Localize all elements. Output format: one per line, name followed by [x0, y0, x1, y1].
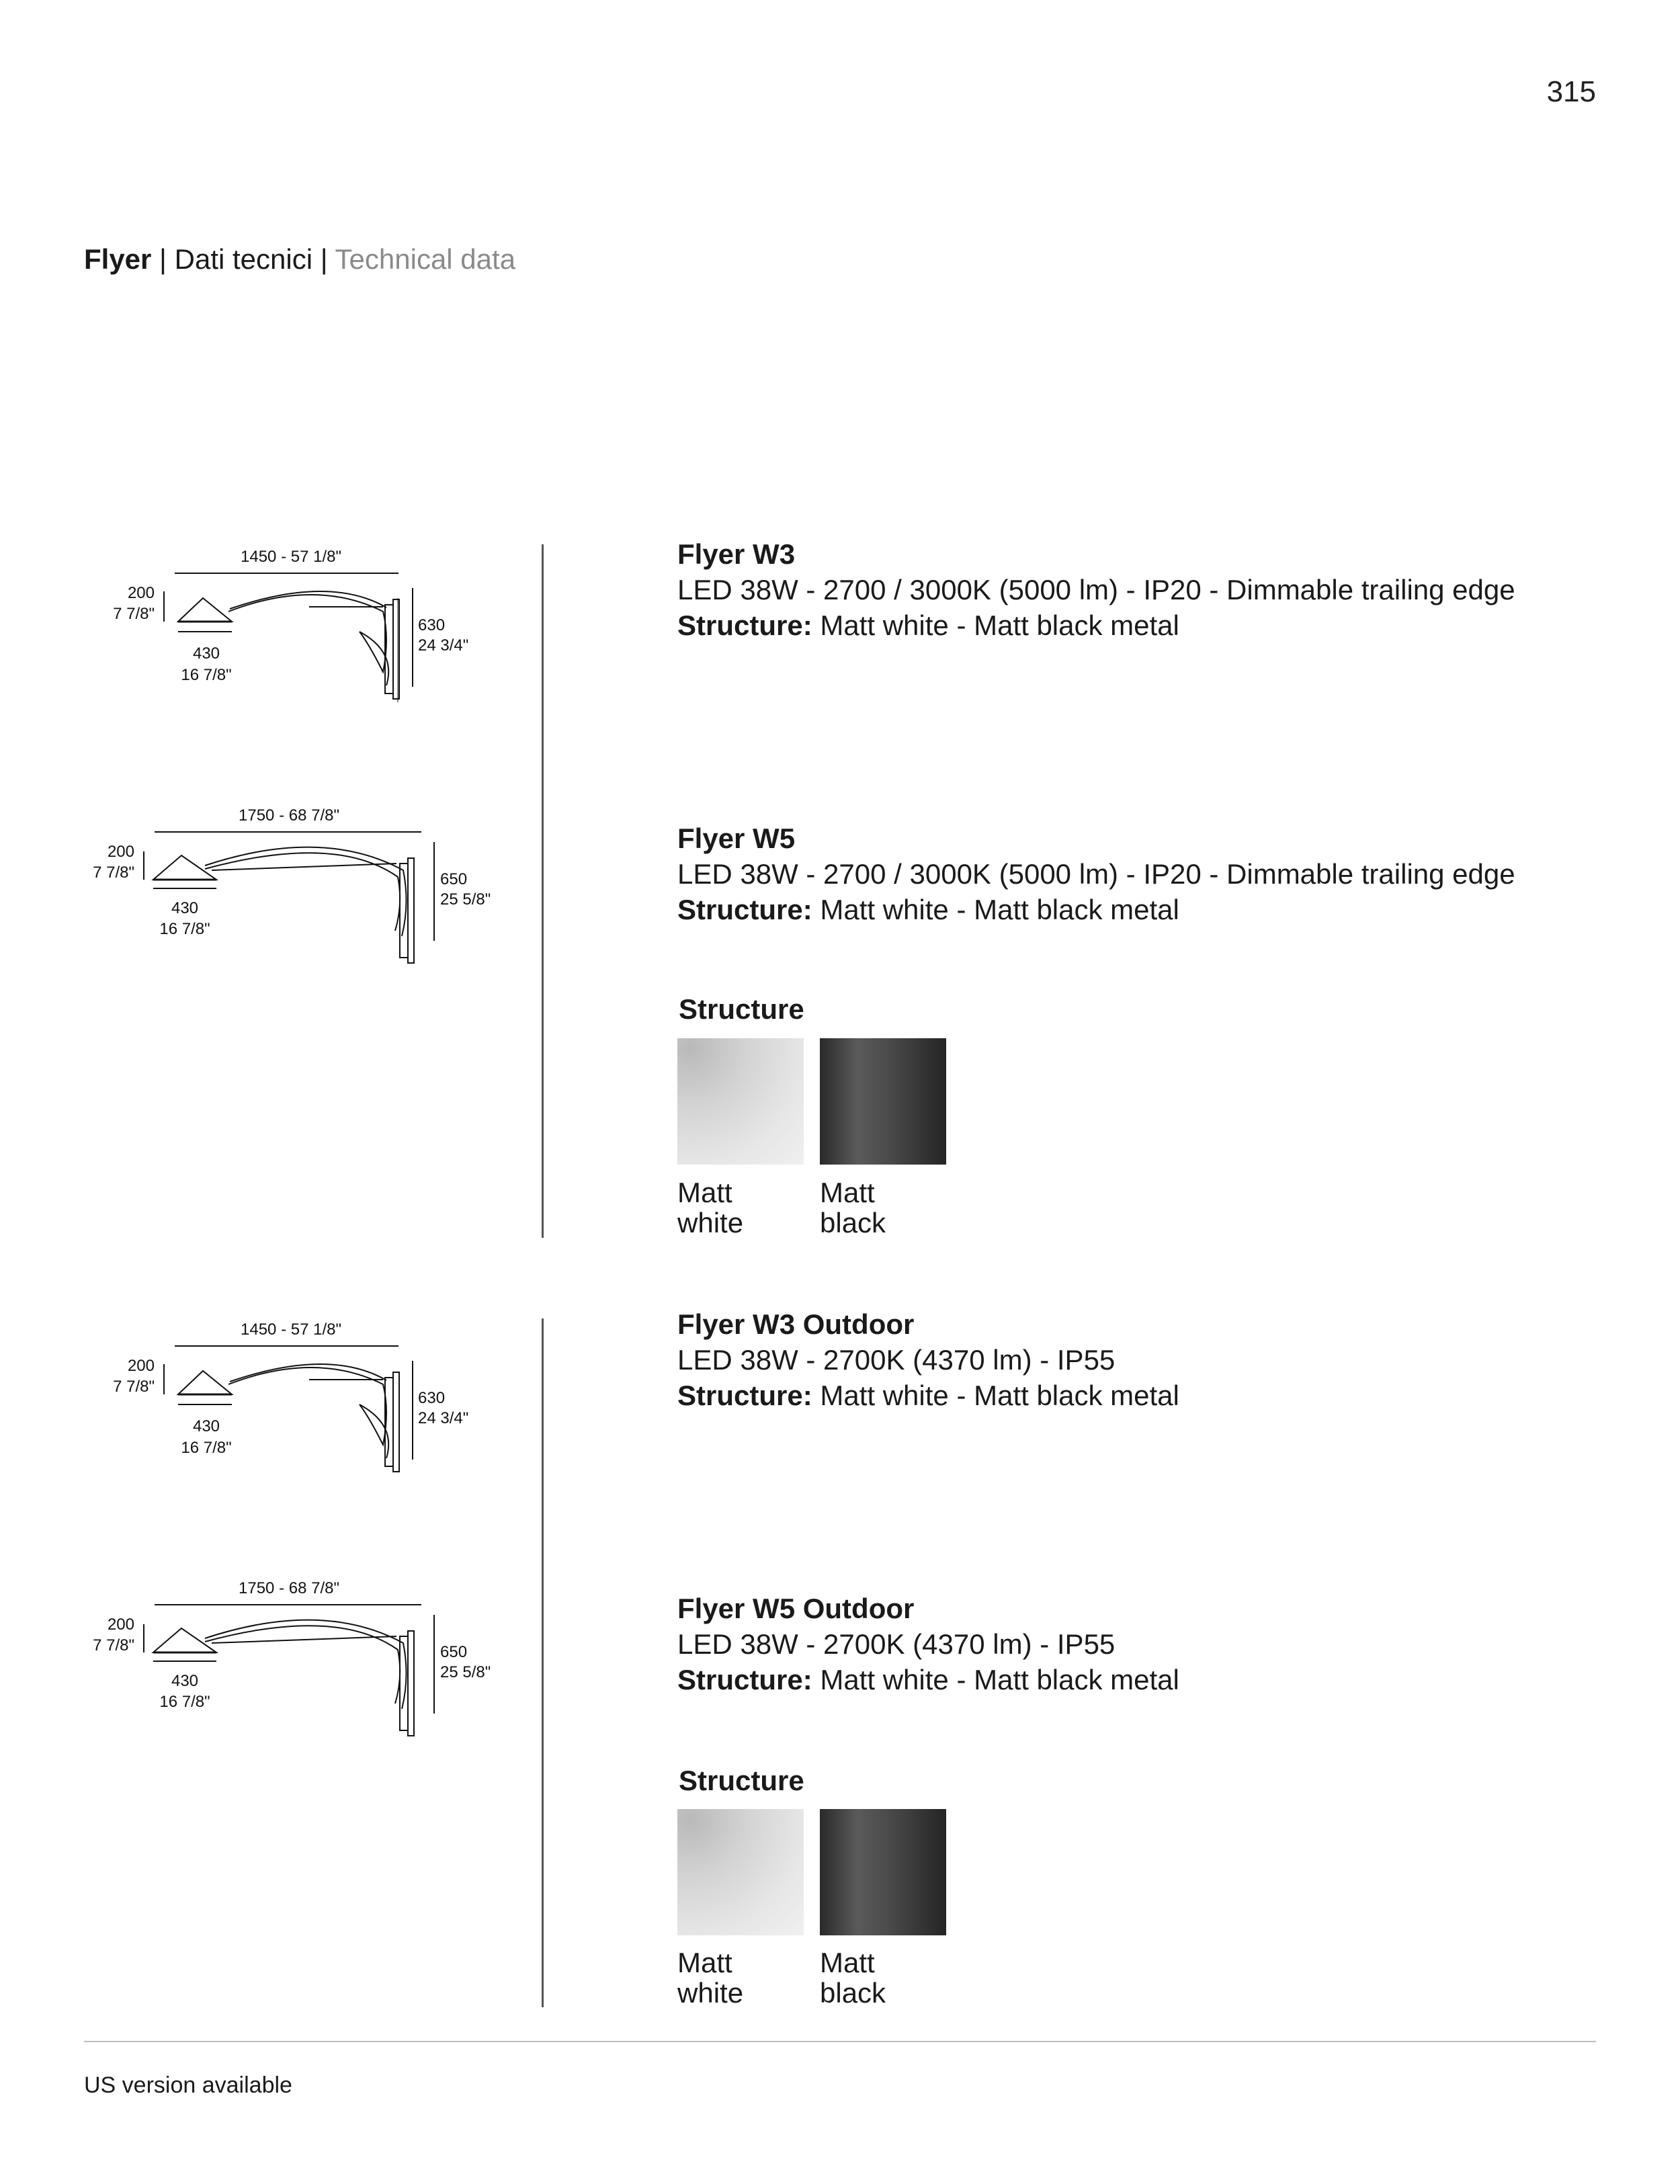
dim-drop-mm: 650: [440, 1643, 468, 1661]
product-name: Flyer W3: [677, 538, 796, 570]
dim-height-in: 7 7/8": [113, 1378, 155, 1396]
dim-shade-in: 16 7/8": [159, 1693, 210, 1711]
footer-note: US version available: [84, 2072, 292, 2098]
finish-label-matt-white: Matt white: [677, 1947, 744, 2009]
product-name: Flyer W5 Outdoor: [677, 1593, 915, 1624]
dim-shade-in: 16 7/8": [159, 920, 210, 938]
product-spec: LED 38W - 2700K (4370 lm) - IP55: [677, 1344, 1116, 1376]
title-product: Flyer: [84, 243, 152, 275]
dim-shade-in: 16 7/8": [181, 1439, 232, 1457]
dim-height-mm: 200: [107, 1615, 134, 1634]
finish-label-matt-black: Matt black: [820, 1947, 886, 2009]
dim-drop-in: 24 3/4": [418, 1409, 469, 1427]
product-name: Flyer W3 Outdoor: [677, 1308, 915, 1340]
dim-width: 1750 - 68 7/8": [239, 806, 339, 825]
footer-divider: [84, 2041, 1596, 2042]
dim-height-in: 7 7/8": [93, 1636, 134, 1654]
title-english: Technical data: [335, 243, 516, 275]
product-name: Flyer W5: [677, 823, 796, 854]
divider-upper: [542, 544, 544, 1238]
finish-label-matt-black: Matt black: [820, 1177, 886, 1238]
product-flyer-w3: [677, 536, 1515, 643]
product-structure: Structure: Matt white - Matt black metal: [677, 894, 1179, 925]
product-flyer-w3-outdoor: [677, 1306, 1179, 1413]
dim-height-in: 7 7/8": [93, 864, 134, 882]
finish-swatch-matt-white: [677, 1809, 804, 1935]
dim-shade-mm: 430: [171, 1672, 199, 1690]
divider-lower: [542, 1318, 544, 2007]
page-title: Flyer | Dati tecnici | Technical data: [84, 243, 516, 275]
product-structure: Structure: Matt white - Matt black metal: [677, 610, 1179, 641]
product-spec: LED 38W - 2700K (4370 lm) - IP55: [677, 1628, 1116, 1660]
finish-heading: Structure: [679, 993, 804, 1025]
product-flyer-w5: [677, 821, 1515, 927]
dim-width: 1750 - 68 7/8": [239, 1579, 339, 1597]
finish-label-matt-white: Matt white: [677, 1177, 744, 1238]
product-spec: LED 38W - 2700 / 3000K (5000 lm) - IP20 - Dimmable trailing edge: [677, 574, 1515, 605]
dim-shade-mm: 430: [192, 644, 220, 663]
product-structure: Structure: Matt white - Matt black metal: [677, 1380, 1179, 1411]
dim-shade-mm: 430: [171, 899, 199, 917]
dim-drop-mm: 630: [418, 616, 446, 634]
finish-heading: Structure: [679, 1765, 804, 1796]
dim-width: 1450 - 57 1/8": [241, 548, 341, 566]
product-spec: LED 38W - 2700 / 3000K (5000 lm) - IP20 - Dimmable trailing edge: [677, 858, 1515, 890]
dim-drop-mm: 630: [418, 1389, 446, 1407]
dim-shade-in: 16 7/8": [181, 666, 232, 684]
dim-height-mm: 200: [127, 584, 155, 602]
product-structure: Structure: Matt white - Matt black metal: [677, 1664, 1179, 1695]
finish-swatch-matt-black: [820, 1038, 946, 1165]
dim-height-in: 7 7/8": [113, 605, 155, 623]
product-flyer-w5-outdoor: [677, 1591, 1179, 1697]
drawing-w5: [67, 796, 531, 971]
drawing-w3-outdoor: [87, 1310, 531, 1485]
dim-drop-in: 25 5/8": [440, 890, 491, 909]
dim-shade-mm: 430: [192, 1417, 220, 1435]
dim-drop-mm: 650: [440, 870, 468, 888]
dim-height-mm: 200: [107, 843, 134, 861]
dim-drop-in: 25 5/8": [440, 1663, 491, 1681]
title-italian: Dati tecnici: [174, 243, 313, 275]
finish-swatch-matt-black: [820, 1809, 946, 1935]
drawing-w5-outdoor: [67, 1569, 531, 1744]
page-number: 315: [1546, 75, 1596, 108]
drawing-w3: [87, 538, 531, 712]
finish-swatch-matt-white: [677, 1038, 804, 1165]
dim-width: 1450 - 57 1/8": [241, 1320, 341, 1339]
dim-height-mm: 200: [127, 1357, 155, 1375]
dim-drop-in: 24 3/4": [418, 636, 469, 655]
